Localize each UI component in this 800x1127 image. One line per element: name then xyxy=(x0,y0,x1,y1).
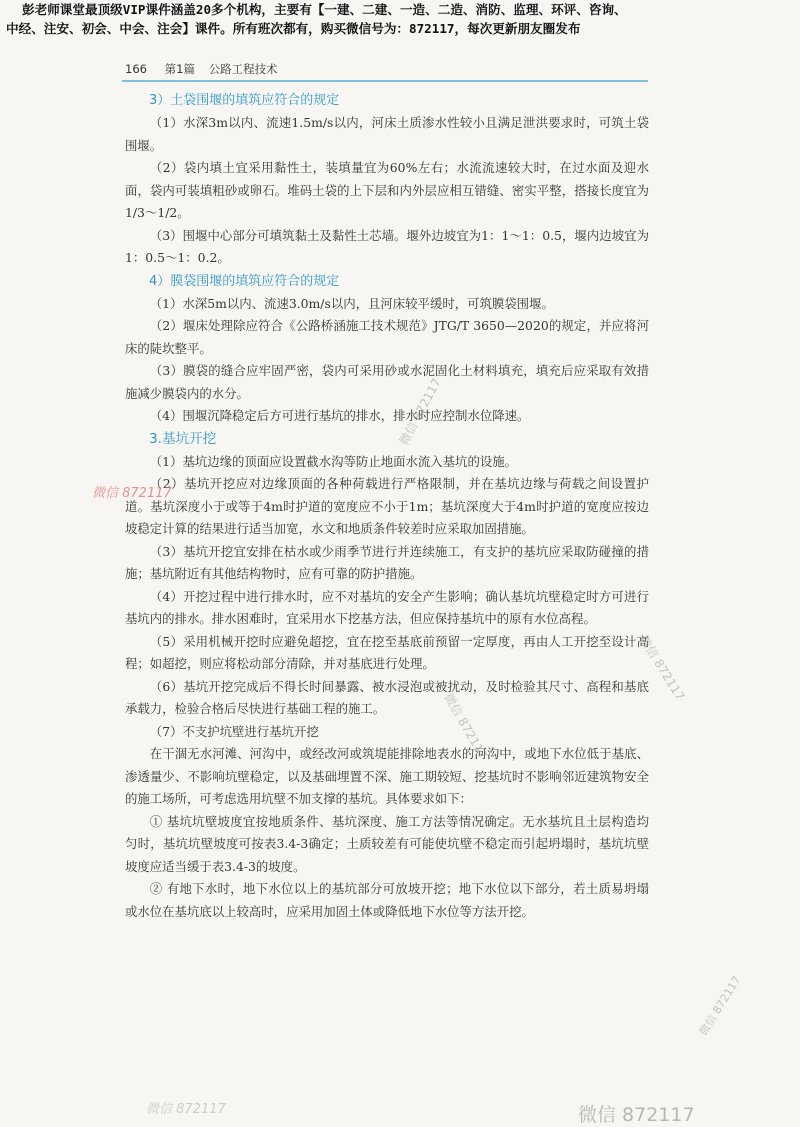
paragraph: （3）膜袋的缝合应牢固严密，袋内可采用砂或水泥固化土材料填充，填充后应采取有效措施减少膜袋内的水分。 xyxy=(125,363,649,401)
paragraph: （5）采用机械开挖时应避免超挖，宜在挖至基底前预留一定厚度，再由人工开挖至设计高程；如超挖，则应将松动部分清除，并对基底进行处理。 xyxy=(125,633,649,671)
paragraph: （6）基坑开挖完成后不得长时间暴露、被水浸泡或被扰动，及时检验其尺寸、高程和基底承载力，检验合格后尽快进行基础工程的施工。 xyxy=(125,678,649,716)
paragraph: （2）袋内填土宜采用黏性土，装填量宜为60%左右；水流流速较大时，在过水面及迎水面，袋内可装填粗砂或卵石。堆码土袋的上下层和内外层应相互错缝、密实平整，搭接长度宜为1/3～1/2。 xyxy=(125,160,649,220)
header-rule xyxy=(122,80,648,82)
promo-banner-line-2: 中经、注安、初会、中会、注会】课件。所有班次都有，购买微信号为：872117，每次更新朋友圈发布 xyxy=(6,21,581,36)
watermark: 微信 872117 xyxy=(696,973,744,1038)
promo-banner-line-1: 彭老师课堂最顶级VIP课件涵盖20多个机构，主要有【一建、二建、一造、二造、消防、监理、环评、咨询、 xyxy=(22,2,627,17)
watermark: 微信 872117 xyxy=(578,1104,695,1126)
paragraph: （1）基坑边缘的顶面应设置截水沟等防止地面水流入基坑的设施。 xyxy=(149,453,518,469)
paragraph: （2）基坑开挖应对边缘顶面的各种荷载进行严格限制，并在基坑边缘与荷载之间设置护道。基坑深度小于或等于4m时护道的宽度应不小于1m；基坑深度大于4m时护道的宽度应按边坡稳定计算的结果进行适当加宽，水文和地质条件较差时应采取加固措施。 xyxy=(125,476,649,536)
paragraph: （7）不支护坑壁进行基坑开挖 xyxy=(149,723,319,739)
part-title: 公路工程技术 xyxy=(208,62,278,76)
paragraph: （3）围堰中心部分可填筑黏土及黏性土芯墙。堰外边坡宜为1：1～1：0.5，堰内边坡宜为1：0.5～1：0.2。 xyxy=(125,227,649,265)
paragraph: （3）基坑开挖宜安排在枯水或少雨季节进行并连续施工，有支护的基坑应采取防碰撞的措施；基坑附近有其他结构物时，应有可靠的防护措施。 xyxy=(125,543,649,581)
paragraph: （1）水深3m以内、流速1.5m/s以内，河床土质渗水性较小且满足泄洪要求时，可筑土袋围堰。 xyxy=(125,115,649,153)
paragraph: （4）围堰沉降稳定后方可进行基坑的排水，排水时应控制水位降速。 xyxy=(149,408,530,423)
part-label: 第1篇 xyxy=(164,62,195,76)
running-head xyxy=(125,61,645,77)
watermark: 微信 872117 xyxy=(396,375,444,448)
promo-banner xyxy=(0,0,800,38)
paragraph: ① 基坑坑壁坡度宜按地质条件、基坑深度、施工方法等情况确定。无水基坑且土层构造均匀时，基坑坑壁坡度可按表3.4-3确定；土质较差有可能使坑壁不稳定而引起坍塌时，基坑坑壁坡度应适当缓于表3.4-3的坡度。 xyxy=(125,813,649,874)
section-heading-foundation-pit-excavation: 3.基坑开挖 xyxy=(149,430,217,447)
paragraph: ② 有地下水时，地下水位以上的基坑部分可放坡开挖；地下水位以下部分，若土质易坍塌或水位在基坑底以上较高时，应采用加固土体或降低地下水位等方法开挖。 xyxy=(125,881,649,919)
section-heading-earth-bag-cofferdam: 3）土袋围堰的填筑应符合的规定 xyxy=(149,93,340,108)
watermark: 微信 872117 xyxy=(636,633,688,703)
paragraph: （1）水深5m以内、流速3.0m/s以内，且河床较平缓时，可筑膜袋围堰。 xyxy=(149,295,554,311)
watermark: 微信 872117 xyxy=(92,486,172,501)
page-number: 166 xyxy=(125,62,147,76)
paragraph: 在干涸无水河滩、河沟中，或经改河或筑堤能排除地表水的河沟中，或地下水位低于基底、渗透量少、不影响坑壁稳定，以及基础埋置不深、施工期较短、挖基坑时不影响邻近建筑物安全的施工场所，可考虑选用坑壁不加支撑的基坑。具体要求如下： xyxy=(125,746,649,806)
watermark: 微信 872117 xyxy=(441,691,491,762)
paragraph: （4）开挖过程中进行排水时，应不对基坑的安全产生影响；确认基坑坑壁稳定时方可进行基坑内的排水。排水困难时，宜采用水下挖基方法，但应保持基坑中的原有水位高程。 xyxy=(125,588,649,626)
watermark: 微信 872117 xyxy=(146,1102,226,1117)
paragraph: （2）堰床处理除应符合《公路桥涵施工技术规范》JTG/T 3650—2020的规定，并应将河床的陡坎整平。 xyxy=(125,318,649,356)
page-body xyxy=(125,89,649,923)
section-heading-membrane-bag-cofferdam: 4）膜袋围堰的填筑应符合的规定 xyxy=(149,273,340,289)
